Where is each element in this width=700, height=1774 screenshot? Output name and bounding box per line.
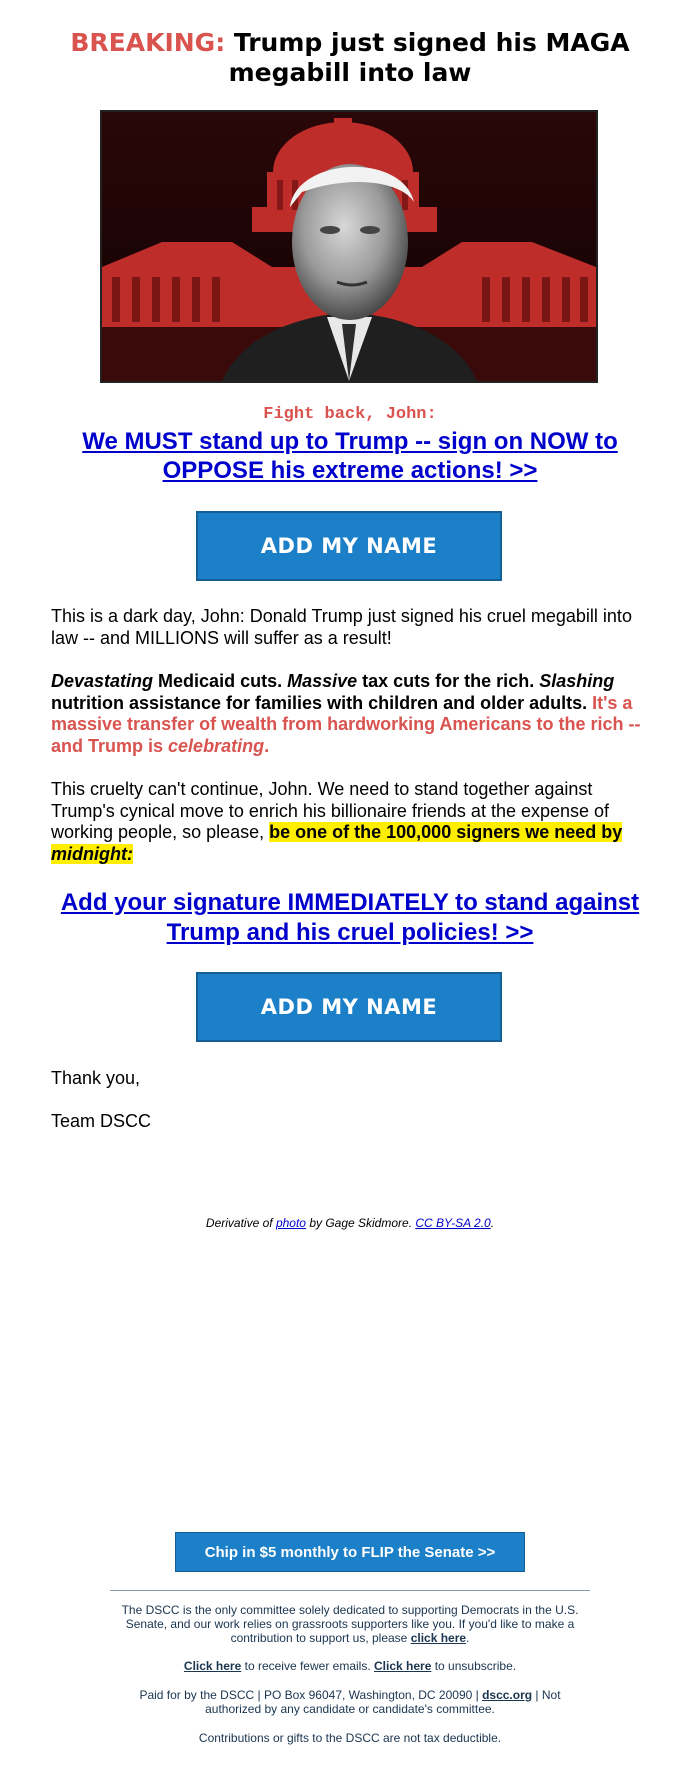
unsubscribe-text: to unsubscribe. — [431, 1659, 517, 1673]
credit-prefix: Derivative of — [205, 1216, 276, 1230]
footer-email-prefs — [110, 1659, 590, 1673]
medicaid-text: Medicaid cuts. — [153, 671, 288, 691]
add-my-name-button-2[interactable]: ADD MY NAME — [196, 972, 502, 1042]
fight-back-label: Fight back, John: — [263, 405, 437, 424]
massive-text: Massive — [287, 671, 358, 691]
dscc-site-link[interactable]: dscc.org — [482, 1688, 533, 1702]
paid-by-end: | Not authorized by any candidate or candidate's committee. — [205, 1688, 561, 1716]
tax-cuts-text: tax cuts for the rich. — [357, 671, 540, 691]
footer-paid-by — [110, 1688, 590, 1716]
contribute-link[interactable]: click here — [410, 1631, 467, 1645]
footer-about — [110, 1603, 590, 1645]
chip-in-button[interactable]: Chip in $5 monthly to FLIP the Senate >> — [175, 1532, 525, 1572]
add-my-name-button[interactable]: ADD MY NAME — [196, 511, 502, 581]
license-link[interactable]: CC BY-SA 2.0 — [415, 1216, 491, 1230]
footer-about-end: . — [466, 1631, 470, 1645]
credit-author: by Gage Skidmore. — [305, 1216, 416, 1230]
fewer-emails-text: to receive fewer emails. — [241, 1659, 374, 1673]
signature-text: Team DSCC — [51, 1111, 152, 1131]
photo-credit — [50, 1216, 650, 1230]
celebrating-text: celebrating — [168, 735, 265, 756]
intro-paragraph: This is a dark day, John: Donald Trump just signed his cruel megabill into law -- and MILLIONS will suffer as a result! — [51, 606, 632, 648]
cruelty-text: This cruelty can't continue, John. We need to stand together against Trump's cynical move to enrich his billionaire friends at the expense of working people, so please, — [51, 779, 610, 842]
paid-by-text: Paid for by the DSCC | PO Box 96047, Washington, DC 20090 | — [139, 1688, 483, 1702]
midnight-highlight: midnight: — [51, 843, 133, 864]
oppose-link-container — [50, 427, 650, 485]
cuts-paragraph — [51, 671, 651, 757]
add-signature-link[interactable]: Add your signature IMMEDIATELY to stand against Trump and his cruel policies! >> — [60, 889, 640, 946]
footer-about-text: The DSCC is the only committee solely dedicated to supporting Democrats in the U.S. Senate, and our work relies on grassroots supporters like you. If you'd like to make a contribution to support us, please — [121, 1603, 579, 1645]
unsubscribe-link[interactable]: Click here — [374, 1659, 432, 1673]
credit-end: . — [490, 1216, 495, 1230]
signers-highlight: be one of the 100,000 signers we need by — [269, 822, 623, 842]
oppose-trump-link[interactable]: We MUST stand up to Trump -- sign on NOW to OPPOSE his extreme actions! >> — [82, 428, 618, 484]
nutrition-text: nutrition assistance for families with children and older adults. — [51, 692, 593, 713]
celebrating-period: . — [264, 735, 270, 756]
footer-tax-notice: Contributions or gifts to the DSCC are not tax deductible. — [198, 1731, 502, 1745]
wealth-transfer-text: It's a massive transfer of wealth from hardworking Americans to the rich -- and Trump is — [51, 692, 641, 756]
headline-breaking: BREAKING: — [70, 28, 226, 57]
cruelty-paragraph — [51, 779, 651, 865]
slashing-text: Slashing — [539, 671, 615, 691]
hero-image[interactable] — [100, 110, 598, 383]
headline — [50, 28, 650, 88]
headline-text: Trump just signed his MAGA megabill into law — [225, 28, 630, 87]
footer-divider — [110, 1590, 590, 1591]
devastating-text: Devastating — [51, 671, 154, 691]
photo-link[interactable]: photo — [275, 1216, 306, 1230]
hero-illustration — [102, 112, 596, 381]
signature-link-container — [50, 888, 650, 948]
thank-you-text: Thank you, — [51, 1068, 141, 1088]
fewer-emails-link[interactable]: Click here — [183, 1659, 242, 1673]
